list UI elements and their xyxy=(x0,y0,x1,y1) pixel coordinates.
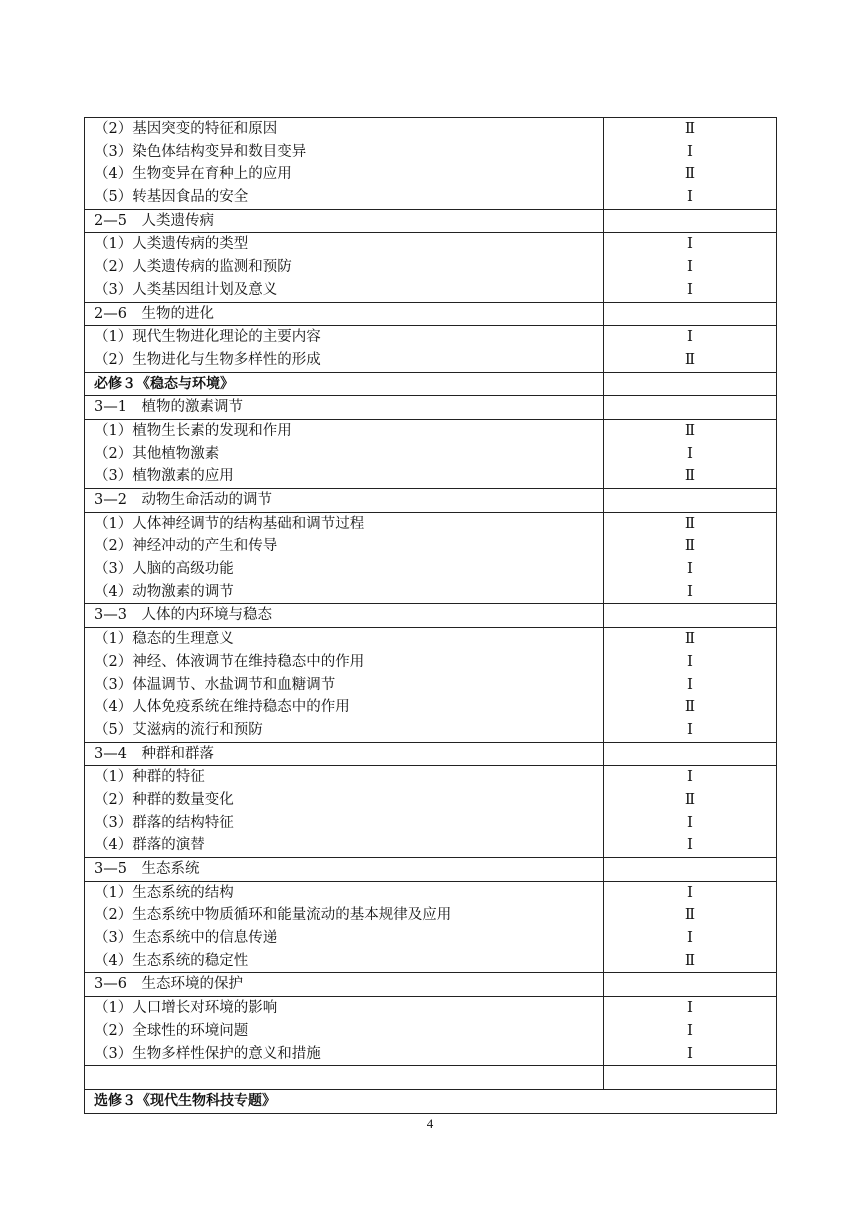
requirement-level: Ⅱ xyxy=(684,791,696,808)
level-cell-empty xyxy=(604,858,777,882)
requirement-level: Ⅰ xyxy=(687,1000,693,1017)
requirement-level: Ⅰ xyxy=(687,884,693,901)
section-heading-cell xyxy=(85,742,604,766)
topic-item: （3）人脑的高级功能 xyxy=(94,561,234,578)
requirement-level: Ⅰ xyxy=(687,769,693,786)
table-row xyxy=(85,1089,777,1113)
level-cell-empty xyxy=(604,604,777,628)
topic-item: （4）生物变异在育种上的应用 xyxy=(94,166,292,183)
level-cell-empty xyxy=(604,209,777,233)
requirement-level: Ⅰ xyxy=(687,814,693,831)
syllabus-table xyxy=(84,117,777,1114)
requirement-level: Ⅰ xyxy=(687,329,693,346)
table-row xyxy=(85,302,777,326)
topic-item: （1）植物生长素的发现和作用 xyxy=(94,422,292,439)
level-cell-empty xyxy=(604,396,777,420)
table-row xyxy=(85,1066,777,1090)
section-heading-cell xyxy=(85,858,604,882)
level-cell xyxy=(604,419,777,488)
table-row xyxy=(85,489,777,513)
requirement-level: Ⅱ xyxy=(684,422,696,439)
table-row xyxy=(85,372,777,396)
topic-item: （1）种群的特征 xyxy=(94,769,205,786)
section-heading: 3—5 生态系统 xyxy=(94,861,200,877)
topic-item: （5）转基因食品的安全 xyxy=(94,189,249,206)
topic-item: （2）神经、体液调节在维持稳态中的作用 xyxy=(94,653,365,670)
table-row xyxy=(85,512,777,604)
module-title: 必修３《稳态与环境》 xyxy=(94,375,234,392)
requirement-level: Ⅰ xyxy=(687,189,693,206)
table-row xyxy=(85,881,777,973)
topic-item: （3）染色体结构变异和数目变异 xyxy=(94,143,307,160)
section-heading: 3—4 种群和群落 xyxy=(94,745,214,762)
section-heading: 3—2 动物生命活动的调节 xyxy=(94,492,272,508)
table-row xyxy=(85,118,777,210)
level-cell xyxy=(604,997,777,1066)
requirement-level: Ⅰ xyxy=(687,653,693,670)
table-row xyxy=(85,628,777,742)
topic-item: （2）其他植物激素 xyxy=(94,445,220,462)
topic-item: （2）生态系统中物质循环和能量流动的基本规律及应用 xyxy=(94,907,452,924)
table-row xyxy=(85,233,777,302)
topic-item: （1）人体神经调节的结构基础和调节过程 xyxy=(94,515,365,532)
topic-item: （2）生物进化与生物多样性的形成 xyxy=(94,351,321,368)
topic-cell xyxy=(85,628,604,742)
section-heading-cell xyxy=(85,302,604,326)
requirement-level: Ⅰ xyxy=(687,281,693,298)
requirement-level: Ⅰ xyxy=(687,583,693,600)
topic-item: （3）生物多样性保护的意义和措施 xyxy=(94,1045,321,1062)
requirement-level: Ⅱ xyxy=(684,121,696,137)
module-title: 选修３《现代生物科技专题》 xyxy=(94,1092,276,1109)
level-cell xyxy=(604,233,777,302)
section-heading-cell xyxy=(85,489,604,513)
level-cell-empty xyxy=(604,742,777,766)
table-row xyxy=(85,858,777,882)
table-row xyxy=(85,326,777,372)
blank-cell xyxy=(85,1066,604,1090)
syllabus-table-body xyxy=(85,118,777,1114)
requirement-level: Ⅱ xyxy=(684,952,696,969)
module-title-cell xyxy=(85,1089,777,1113)
topic-item: （1）人类遗传病的类型 xyxy=(94,236,249,253)
page-number: 4 xyxy=(426,1116,434,1131)
section-heading: 3—3 人体的内环境与稳态 xyxy=(94,607,272,624)
requirement-level: Ⅰ xyxy=(687,930,693,947)
table-row xyxy=(85,604,777,628)
requirement-level: Ⅱ xyxy=(684,468,696,485)
requirement-level: Ⅱ xyxy=(684,907,696,924)
section-heading-cell xyxy=(85,396,604,420)
section-heading-cell xyxy=(85,209,604,233)
table-row xyxy=(85,742,777,766)
table-row xyxy=(85,766,777,858)
level-cell xyxy=(604,118,777,210)
requirement-level: Ⅰ xyxy=(687,259,693,276)
section-heading: 3—1 植物的激素调节 xyxy=(94,399,243,416)
topic-item: （3）体温调节、水盐调节和血糖调节 xyxy=(94,676,336,693)
level-cell-empty xyxy=(604,372,777,396)
topic-item: （3）植物激素的应用 xyxy=(94,468,234,485)
table-row xyxy=(85,396,777,420)
requirement-level: Ⅰ xyxy=(687,236,693,253)
topic-item: （4）人体免疫系统在维持稳态中的作用 xyxy=(94,699,350,716)
section-heading: 2—5 人类遗传病 xyxy=(94,212,214,229)
section-heading: 3—6 生态环境的保护 xyxy=(94,976,243,993)
topic-item: （1）稳态的生理意义 xyxy=(94,631,234,648)
blank-cell xyxy=(604,1066,777,1090)
topic-item: （5）艾滋病的流行和预防 xyxy=(94,721,263,738)
topic-item: （3）人类基因组计划及意义 xyxy=(94,281,278,298)
requirement-level: Ⅰ xyxy=(687,143,693,160)
requirement-level: Ⅰ xyxy=(687,561,693,578)
topic-cell xyxy=(85,118,604,210)
topic-item: （2）种群的数量变化 xyxy=(94,791,234,808)
module-title-cell xyxy=(85,372,604,396)
level-cell xyxy=(604,512,777,604)
table-row xyxy=(85,973,777,997)
topic-cell xyxy=(85,997,604,1066)
table-row xyxy=(85,209,777,233)
topic-item: （4）动物激素的调节 xyxy=(94,583,234,600)
section-heading: 2—6 生物的进化 xyxy=(94,305,214,322)
topic-item: （2）全球性的环境问题 xyxy=(94,1022,249,1039)
requirement-level: Ⅰ xyxy=(687,445,693,462)
topic-item: （2）人类遗传病的监测和预防 xyxy=(94,259,292,276)
topic-item: （2）神经冲动的产生和传导 xyxy=(94,538,278,555)
table-row xyxy=(85,419,777,488)
level-cell-empty xyxy=(604,973,777,997)
requirement-level: Ⅱ xyxy=(684,166,696,183)
requirement-level: Ⅱ xyxy=(684,631,696,648)
requirement-level: Ⅰ xyxy=(687,1022,693,1039)
topic-cell xyxy=(85,326,604,372)
topic-item: （1）人口增长对环境的影响 xyxy=(94,1000,278,1017)
requirement-level: Ⅰ xyxy=(687,837,693,854)
level-cell-empty xyxy=(604,302,777,326)
topic-item: （3）群落的结构特征 xyxy=(94,814,234,831)
table-row xyxy=(85,997,777,1066)
topic-item: （1）生态系统的结构 xyxy=(94,884,234,901)
topic-cell xyxy=(85,419,604,488)
topic-cell xyxy=(85,233,604,302)
level-cell xyxy=(604,628,777,742)
topic-cell xyxy=(85,881,604,973)
requirement-level: Ⅱ xyxy=(684,351,696,368)
level-cell-empty xyxy=(604,489,777,513)
topic-cell xyxy=(85,766,604,858)
requirement-level: Ⅱ xyxy=(684,538,696,555)
section-heading-cell xyxy=(85,604,604,628)
topic-item: （2）基因突变的特征和原因 xyxy=(94,121,278,137)
topic-item: （4）生态系统的稳定性 xyxy=(94,952,249,969)
section-heading-cell xyxy=(85,973,604,997)
topic-item: （1）现代生物进化理论的主要内容 xyxy=(94,329,321,346)
requirement-level: Ⅱ xyxy=(684,515,696,532)
level-cell xyxy=(604,326,777,372)
topic-item: （4）群落的演替 xyxy=(94,837,205,854)
level-cell xyxy=(604,766,777,858)
topic-cell xyxy=(85,512,604,604)
requirement-level: Ⅰ xyxy=(687,721,693,738)
topic-item: （3）生态系统中的信息传递 xyxy=(94,930,278,947)
requirement-level: Ⅰ xyxy=(687,1045,693,1062)
requirement-level: Ⅱ xyxy=(684,699,696,716)
level-cell xyxy=(604,881,777,973)
requirement-level: Ⅰ xyxy=(687,676,693,693)
